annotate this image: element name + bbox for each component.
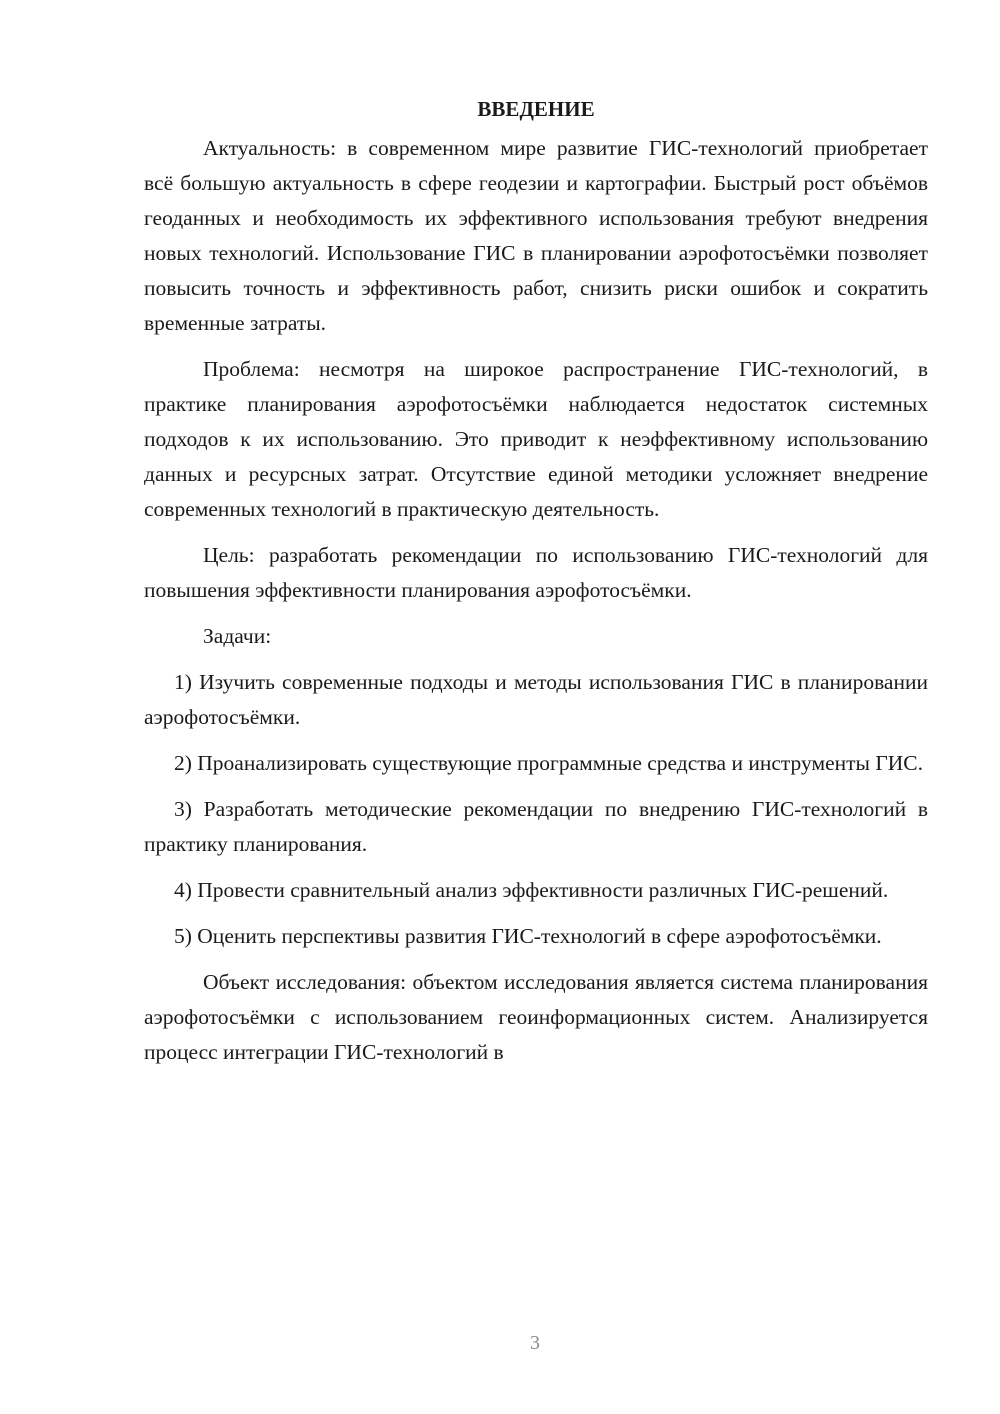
paragraph-problem: Проблема: несмотря на широкое распространение ГИС-технологий, в практике планирования аэрофотосъёмки наблюдается недостаток системных подходов к их использованию. Это приводит к неэффективному использованию данных и ресурсных затрат. Отсутствие единой методики усложняет внедрение современных технологий в практическую деятельность. xyxy=(144,357,928,521)
task-item-5: 5) Оценить перспективы развития ГИС-технологий в сфере аэрофотосъёмки. xyxy=(174,924,882,948)
page-number: 3 xyxy=(530,1332,540,1354)
document-page xyxy=(144,92,928,1081)
task-item-2: 2) Проанализировать существующие программные средства и инструменты ГИС. xyxy=(174,751,924,775)
task-item-4: 4) Провести сравнительный анализ эффективности различных ГИС-решений. xyxy=(174,878,889,902)
task-item-1: 1) Изучить современные подходы и методы использования ГИС в планировании аэрофотосъёмки. xyxy=(144,670,928,729)
paragraph-relevance: Актуальность: в современном мире развитие ГИС-технологий приобретает всё большую актуальность в сфере геодезии и картографии. Быстрый рост объёмов геоданных и необходимость их эффективного использования требуют внедрения новых технологий. Использование ГИС в планировании аэрофотосъёмки позволяет повысить точность и эффективность работ, снизить риски ошибок и сократить временные затраты. xyxy=(144,136,928,335)
tasks-heading: Задачи: xyxy=(203,624,272,648)
task-item-3: 3) Разработать методические рекомендации по внедрению ГИС-технологий в практику планирования. xyxy=(144,797,928,856)
section-title: ВВЕДЕНИЕ xyxy=(477,97,595,121)
paragraph-object: Объект исследования: объектом исследования является система планирования аэрофотосъёмки с использованием геоинформационных систем. Анализируется процесс интеграции ГИС-технологий в xyxy=(144,970,928,1064)
paragraph-goal: Цель: разработать рекомендации по использованию ГИС-технологий для повышения эффективности планирования аэрофотосъёмки. xyxy=(144,543,928,602)
